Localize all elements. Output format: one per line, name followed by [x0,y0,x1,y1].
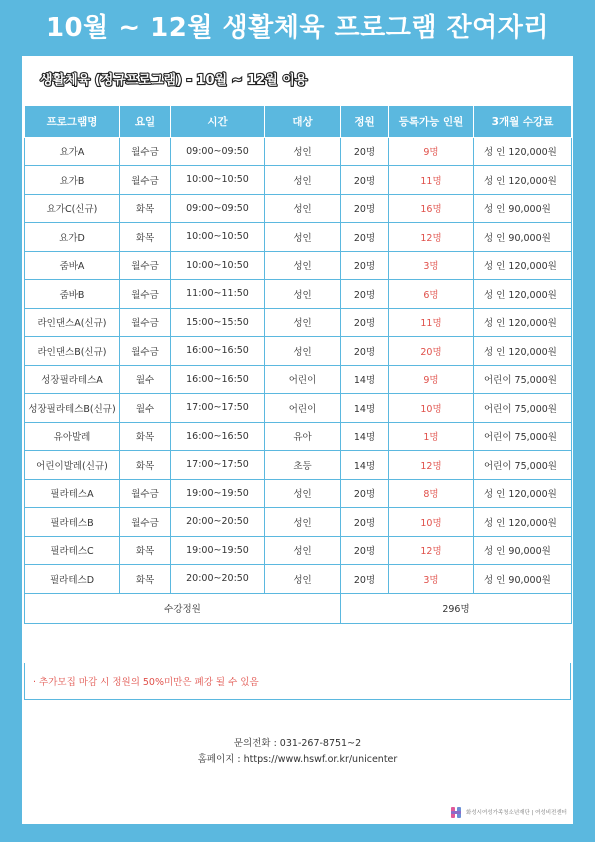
capacity-cell: 20명 [341,536,389,565]
available-cell: 20명 [389,337,474,366]
time-cell: 16:00~16:50 [171,422,265,451]
fee-cell: 어린이 75,000원 [474,451,572,480]
program-name-cell: 어린이발레(신규) [25,451,120,480]
program-name-cell: 성장필라테스A [25,365,120,394]
available-cell: 8명 [389,479,474,508]
days-cell: 월수금 [120,137,171,166]
available-cell: 6명 [389,280,474,309]
time-cell: 10:00~10:50 [171,166,265,195]
program-name-cell: 줌바A [25,251,120,280]
table-row [25,137,572,166]
contact-phone: 문의전화 : 031-267-8751~2 [233,738,362,749]
available-cell: 3명 [389,565,474,594]
days-cell: 화목 [120,422,171,451]
program-name-cell: 줌바B [25,280,120,309]
program-name-cell: 필라테스B [25,508,120,537]
time-cell: 10:00~10:50 [171,251,265,280]
days-cell: 월수 [120,365,171,394]
days-cell: 월수금 [120,508,171,537]
available-cell: 12명 [389,451,474,480]
time-cell: 19:00~19:50 [171,536,265,565]
fee-cell: 성 인 120,000원 [474,137,572,166]
section-title: 생활체육 (정규프로그램) - 10월 ~ 12월 이용 [40,73,308,88]
available-cell: 16명 [389,194,474,223]
capacity-cell: 20명 [341,137,389,166]
table-row [25,223,572,252]
fee-cell: 성 인 90,000원 [474,565,572,594]
target-cell: 성인 [265,251,341,280]
capacity-cell: 14명 [341,394,389,423]
capacity-cell: 14명 [341,451,389,480]
fee-cell: 성 인 120,000원 [474,479,572,508]
available-cell: 11명 [389,308,474,337]
note-box [24,663,571,700]
table-row [25,280,572,309]
fee-cell: 어린이 75,000원 [474,365,572,394]
time-cell: 15:00~15:50 [171,308,265,337]
days-cell: 화목 [120,194,171,223]
time-cell: 20:00~20:50 [171,565,265,594]
time-cell: 09:00~09:50 [171,137,265,166]
page-title: 10월 ~ 12월 생활체육 프로그램 잔여자리 [45,13,550,43]
fee-cell: 성 인 120,000원 [474,508,572,537]
program-name-cell: 요가B [25,166,120,195]
table-row [25,508,572,537]
target-cell: 성인 [265,337,341,366]
capacity-cell: 20명 [341,508,389,537]
fee-cell: 성 인 120,000원 [474,337,572,366]
available-cell: 10명 [389,394,474,423]
time-cell: 11:00~11:50 [171,280,265,309]
capacity-cell: 20명 [341,308,389,337]
total-row [25,593,572,623]
table-row [25,394,572,423]
available-cell: 12명 [389,223,474,252]
program-name-cell: 성장필라테스B(신규) [25,394,120,423]
table-row [25,479,572,508]
target-cell: 성인 [265,137,341,166]
days-cell: 월수금 [120,479,171,508]
available-cell: 9명 [389,365,474,394]
available-cell: 9명 [389,137,474,166]
fee-cell: 어린이 75,000원 [474,422,572,451]
time-cell: 16:00~16:50 [171,365,265,394]
days-cell: 월수 [120,394,171,423]
time-cell: 19:00~19:50 [171,479,265,508]
program-name-cell: 요가C(신규) [25,194,120,223]
program-name-cell: 요가A [25,137,120,166]
available-cell: 3명 [389,251,474,280]
target-cell: 어린이 [265,365,341,394]
days-cell: 화목 [120,536,171,565]
capacity-cell: 20명 [341,223,389,252]
program-name-cell: 필라테스D [25,565,120,594]
table-row [25,422,572,451]
column-header: 정원 [341,106,389,137]
days-cell: 월수금 [120,166,171,195]
days-cell: 월수금 [120,337,171,366]
program-name-cell: 필라테스A [25,479,120,508]
fee-cell: 성 인 90,000원 [474,194,572,223]
target-cell: 성인 [265,308,341,337]
available-cell: 1명 [389,422,474,451]
time-cell: 17:00~17:50 [171,451,265,480]
fee-cell: 성 인 90,000원 [474,223,572,252]
program-table [24,106,572,624]
target-cell: 성인 [265,508,341,537]
column-header: 3개월 수강료 [474,106,572,137]
target-cell: 성인 [265,166,341,195]
table-row [25,308,572,337]
fee-cell: 어린이 75,000원 [474,394,572,423]
table-row [25,451,572,480]
program-name-cell: 필라테스C [25,536,120,565]
available-cell: 11명 [389,166,474,195]
time-cell: 10:00~10:50 [171,223,265,252]
program-name-cell: 유아발레 [25,422,120,451]
days-cell: 월수금 [120,280,171,309]
table-row [25,337,572,366]
capacity-cell: 20명 [341,337,389,366]
table-body [25,137,572,593]
capacity-cell: 20명 [341,280,389,309]
days-cell: 월수금 [120,308,171,337]
table-row [25,536,572,565]
target-cell: 성인 [265,280,341,309]
contact-info [22,736,573,768]
total-value: 296명 [341,593,572,623]
days-cell: 화목 [120,565,171,594]
table-header-row [25,106,572,137]
program-name-cell: 요가D [25,223,120,252]
capacity-cell: 14명 [341,422,389,451]
available-cell: 10명 [389,508,474,537]
time-cell: 20:00~20:50 [171,508,265,537]
program-name-cell: 라인댄스A(신규) [25,308,120,337]
capacity-cell: 20명 [341,479,389,508]
contact-homepage[interactable]: 홈페이지 : https://www.hswf.or.kr/unicenter [197,754,398,765]
footer-org-name: 화성시여성가족청소년재단 | 여성비전센터 [466,810,567,816]
fee-cell: 성 인 120,000원 [474,166,572,195]
closing-note: · 추가모집 마감 시 정원의 50%미만은 폐강 될 수 있음 [33,677,259,688]
target-cell: 성인 [265,479,341,508]
days-cell: 월수금 [120,251,171,280]
capacity-cell: 20명 [341,251,389,280]
time-cell: 16:00~16:50 [171,337,265,366]
target-cell: 어린이 [265,394,341,423]
column-header: 시간 [171,106,265,137]
table-row [25,194,572,223]
days-cell: 화목 [120,451,171,480]
column-header: 요일 [120,106,171,137]
column-header: 등록가능 인원 [389,106,474,137]
column-header: 프로그램명 [25,106,120,137]
program-name-cell: 라인댄스B(신규) [25,337,120,366]
fee-cell: 성 인 120,000원 [474,308,572,337]
time-cell: 09:00~09:50 [171,194,265,223]
capacity-cell: 20명 [341,166,389,195]
footer-logo [451,806,567,818]
document-sheet [22,56,573,824]
table-row [25,251,572,280]
table-row [25,166,572,195]
foundation-logo-icon [451,807,462,818]
days-cell: 화목 [120,223,171,252]
target-cell: 유아 [265,422,341,451]
fee-cell: 성 인 90,000원 [474,536,572,565]
target-cell: 성인 [265,536,341,565]
fee-cell: 성 인 120,000원 [474,251,572,280]
available-cell: 12명 [389,536,474,565]
time-cell: 17:00~17:50 [171,394,265,423]
program-table-wrap [24,106,571,624]
target-cell: 성인 [265,223,341,252]
total-label: 수강정원 [25,593,341,623]
capacity-cell: 20명 [341,194,389,223]
target-cell: 성인 [265,565,341,594]
table-row [25,565,572,594]
column-header: 대상 [265,106,341,137]
table-row [25,365,572,394]
capacity-cell: 20명 [341,565,389,594]
target-cell: 초등 [265,451,341,480]
target-cell: 성인 [265,194,341,223]
capacity-cell: 14명 [341,365,389,394]
fee-cell: 성 인 120,000원 [474,280,572,309]
